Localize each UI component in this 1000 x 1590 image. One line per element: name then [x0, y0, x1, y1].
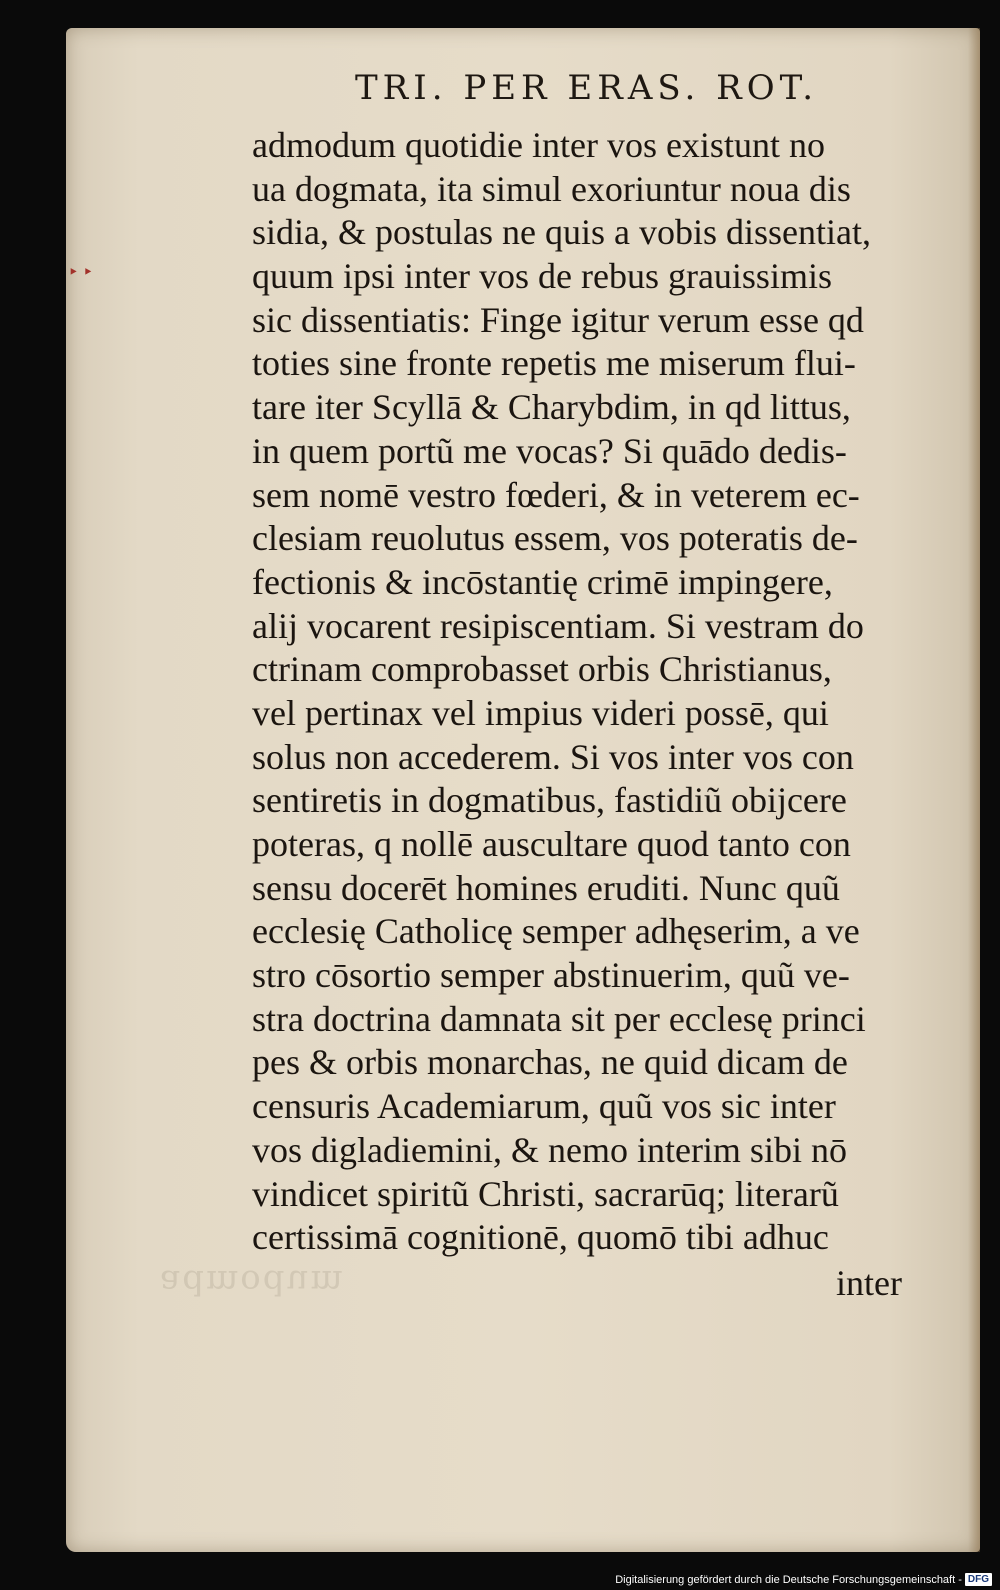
text-line: clesiam reuolutus essem, vos poteratis de-	[252, 518, 858, 559]
text-line: sentiretis in dogmatibus, fastidiũ obijcere	[252, 780, 847, 821]
text-line: poteras, q nollē auscultare quod tanto con	[252, 824, 851, 864]
body-text	[252, 124, 952, 1260]
text-line: in quem portũ me vocas? Si quādo dedis-	[252, 430, 847, 471]
text-line: censuris Academiarum, quũ vos sic inter	[252, 1086, 836, 1127]
catchword: inter	[836, 1263, 902, 1303]
running-head: TRI. PER ERAS. ROT.	[355, 68, 819, 108]
text-line: vindicet spiritũ Christi, sacrarūq; literarũ	[252, 1173, 839, 1214]
page-edge-shadow	[968, 28, 980, 1552]
text-line: ctrinam comprobasset orbis Christianus,	[252, 649, 832, 690]
text-line: sidia, & postulas ne quis a vobis dissentiat,	[252, 212, 871, 253]
digitization-footer	[615, 1573, 992, 1586]
text-line: sem nomē vestro fœderi, & in veterem ec-	[252, 474, 860, 515]
text-line: solus non accederem. Si vos inter vos con	[252, 736, 854, 777]
text-line: pes & orbis monarchas, ne quid dicam de	[252, 1042, 848, 1083]
text-line: alij vocarent resipiscentiam. Si vestram do	[252, 605, 864, 646]
dfg-logo: DFG	[965, 1573, 992, 1586]
text-line: sensu docerēt homines eruditi. Nunc quũ	[252, 867, 840, 908]
text-line: toties sine fronte repetis me miserum flui-	[252, 343, 856, 384]
text-line: ecclesię Catholicę semper adhęserim, a ve	[252, 911, 860, 952]
text-line: certissimā cognitionē, quomō tibi adhuc	[252, 1217, 829, 1258]
text-line: sic dissentiatis: Finge igitur verum esse qd	[252, 299, 864, 340]
text-line: vel pertinax vel impius videri possē, qui	[252, 692, 829, 733]
margin-marks: ‣‣	[68, 262, 98, 283]
text-line: fectionis & incōstantię crimē impingere,	[252, 561, 833, 602]
text-line: stra doctrina damnata sit per ecclesę princi	[252, 998, 866, 1039]
text-line: vos digladiemini, & nemo interim sibi nō	[252, 1129, 847, 1170]
text-line: admodum quotidie inter vos existunt no	[252, 125, 825, 165]
text-line: ua dogmata, ita simul exoriuntur noua dis	[252, 168, 851, 209]
text-line: tare iter Scyllā & Charybdim, in qd littus,	[252, 387, 851, 428]
text-line: quum ipsi inter vos de rebus grauissimis	[252, 256, 832, 297]
footer-credit: Digitalisierung gefördert durch die Deutsche Forschungsgemeinschaft -	[615, 1573, 962, 1586]
text-line: stro cōsortio semper abstinuerim, quũ ve-	[252, 955, 850, 996]
bleed-through-text: admodum	[160, 1262, 345, 1302]
